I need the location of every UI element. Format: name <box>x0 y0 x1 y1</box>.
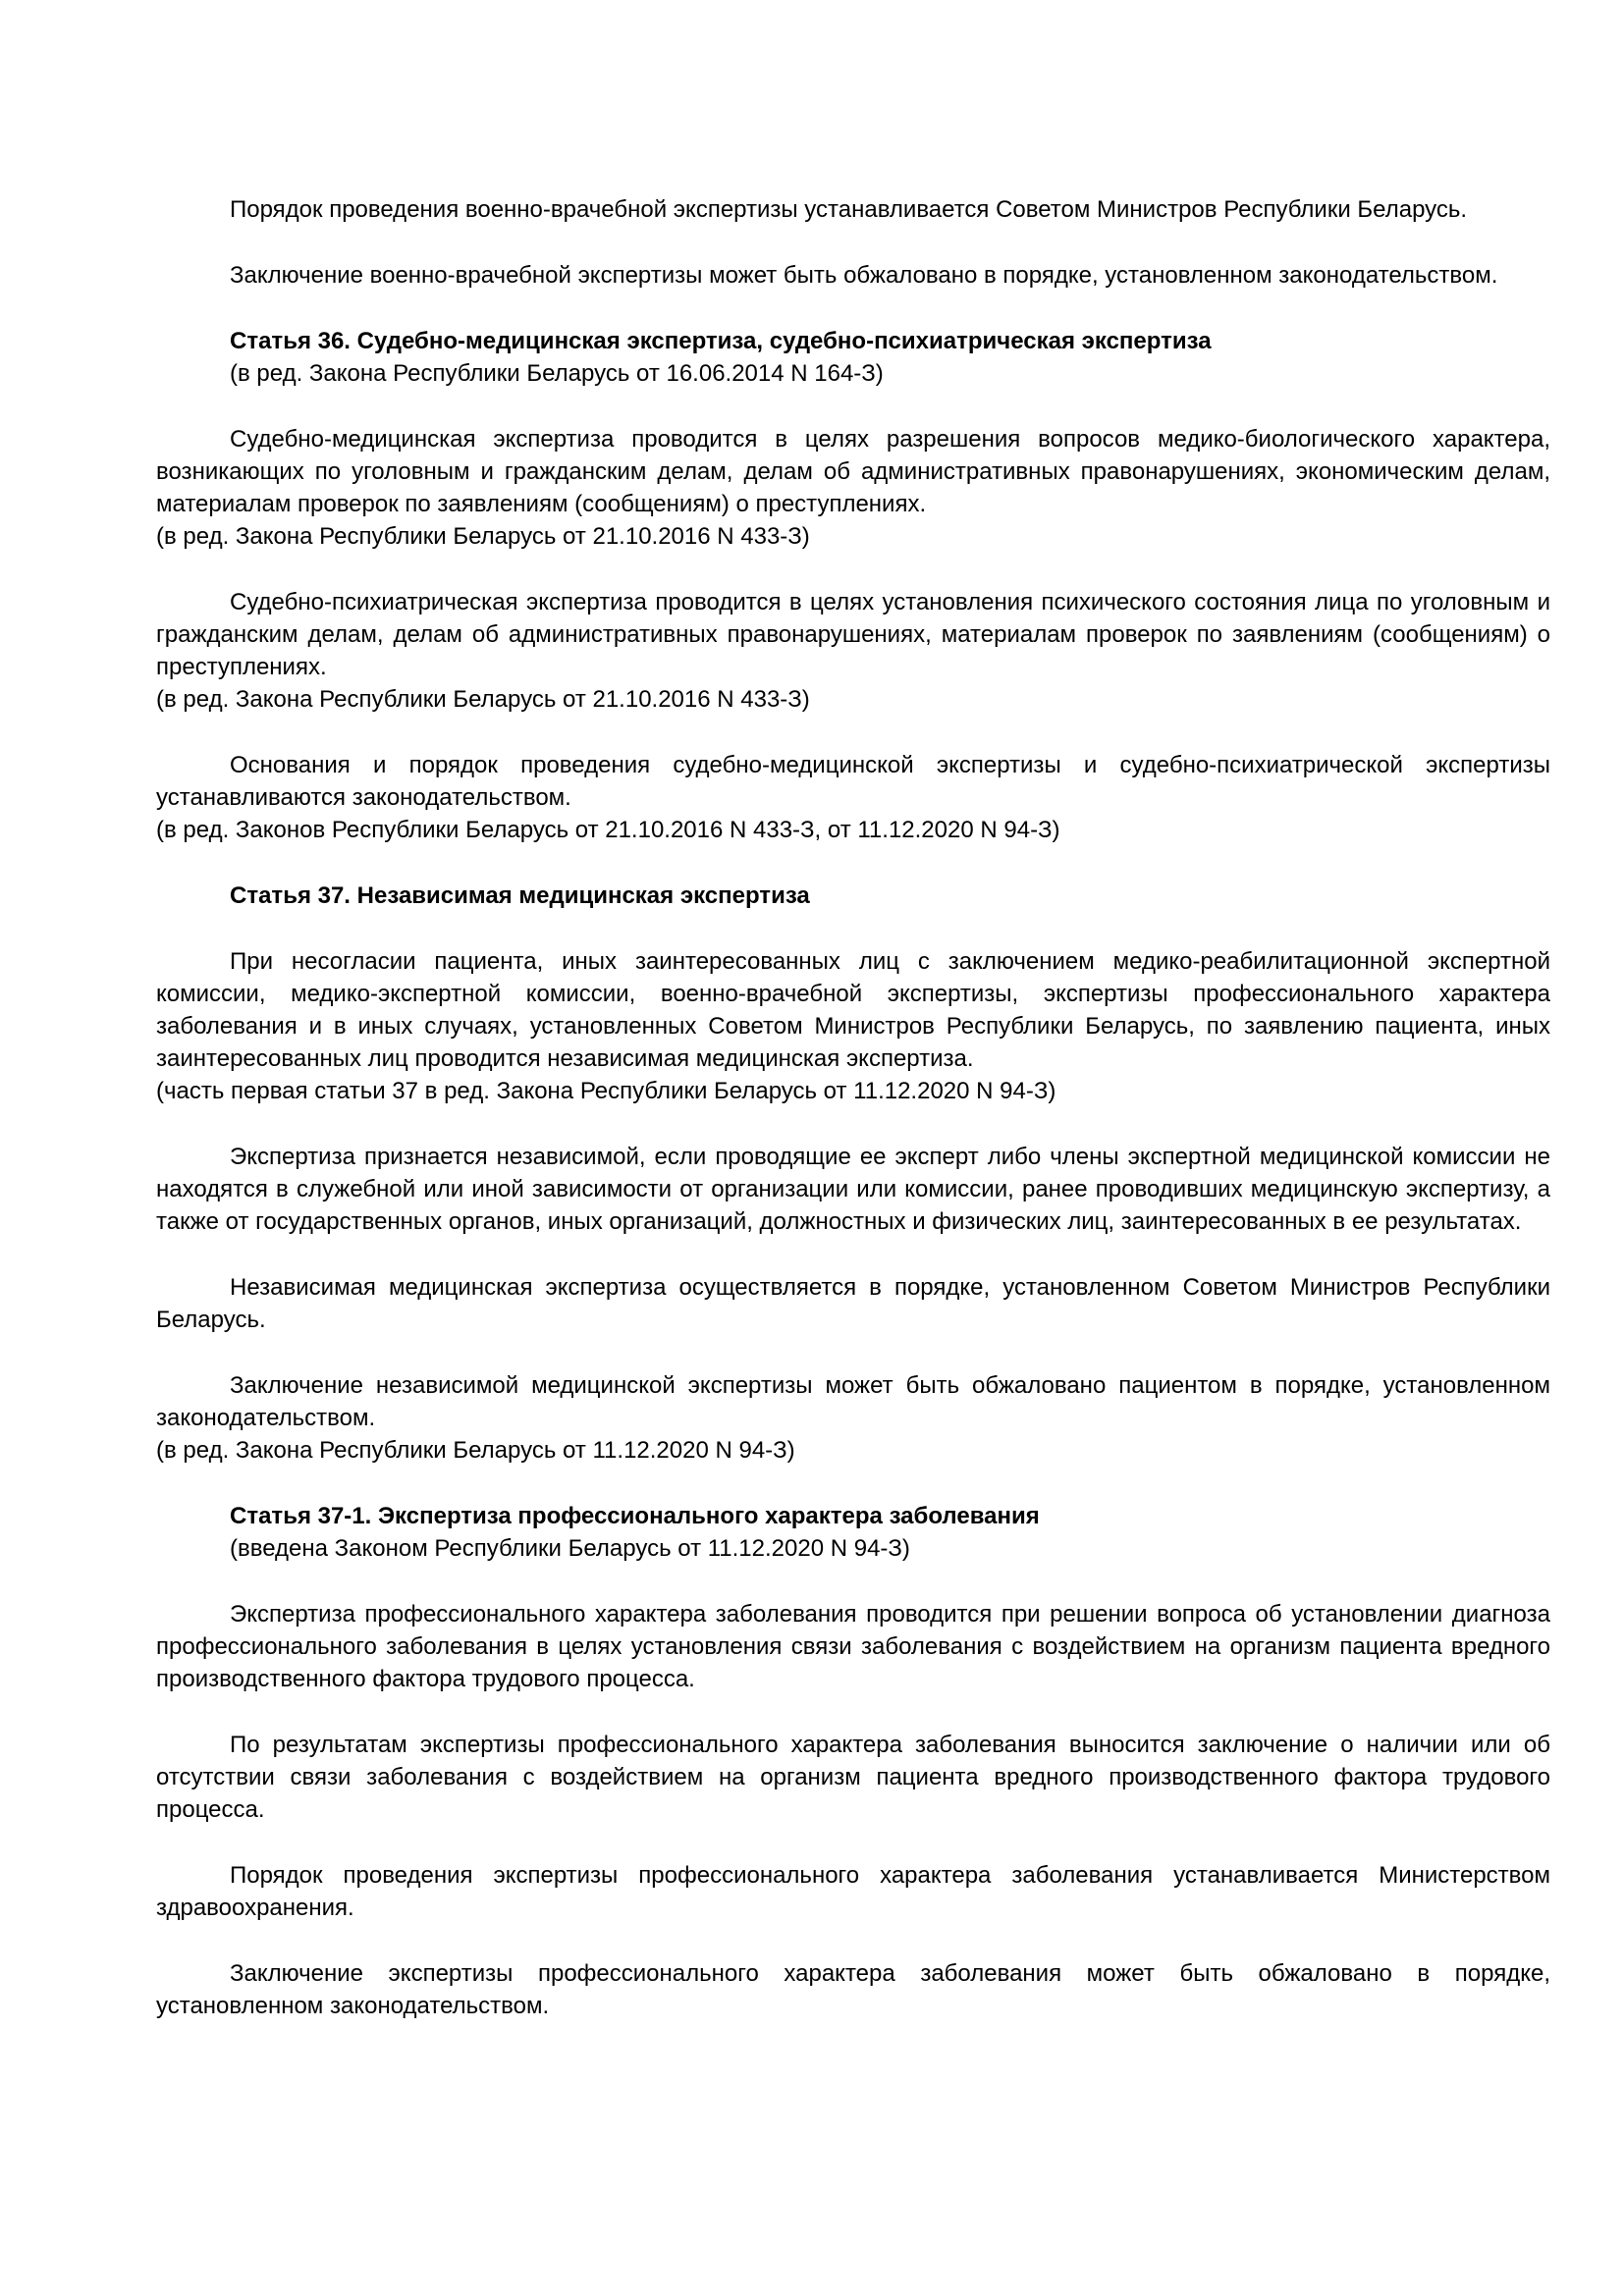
body-paragraph: Независимая медицинская экспертиза осуществляется в порядке, установленном Советом Министров Республики Беларусь. <box>156 1274 1550 1333</box>
amendment-note: (в ред. Закона Республики Беларусь от 16.06.2014 N 164-З) <box>230 360 884 387</box>
text-block <box>156 1859 1550 1924</box>
amendment-note: (в ред. Законов Республики Беларусь от 21.10.2016 N 433-З, от 11.12.2020 N 94-З) <box>156 817 1060 843</box>
body-paragraph: Порядок проведения экспертизы профессионального характера заболевания устанавливается Министерством здравоохранения. <box>156 1862 1550 1921</box>
text-block <box>156 1369 1550 1467</box>
body-paragraph: Заключение экспертизы профессионального характера заболевания может быть обжаловано в порядке, установленном законодательством. <box>156 1960 1550 2019</box>
text-block <box>156 259 1550 292</box>
text-block <box>156 193 1550 226</box>
text-block <box>156 1271 1550 1336</box>
amendment-note: (в ред. Закона Республики Беларусь от 11.12.2020 N 94-З) <box>156 1437 795 1464</box>
body-paragraph: При несогласии пациента, иных заинтересованных лиц с заключением медико-реабилитационной экспертной комиссии, медико-экспертной комиссии, военно-врачебной экспертизы, экспертизы профессионального характера заболевания и в иных случаях, установленных Советом Министров Республики Беларусь, по заявлению пациента, иных заинтересованных лиц проводится независимая медицинская экспертиза. <box>156 948 1550 1072</box>
text-block <box>156 749 1550 846</box>
body-paragraph: Экспертиза профессионального характера заболевания проводится при решении вопроса об установлении диагноза профессионального заболевания в целях установления связи заболевания с воздействием на организм пациента вредного производственного фактора трудового процесса. <box>156 1601 1550 1692</box>
article-heading: Статья 36. Судебно-медицинская экспертиза, судебно-психиатрическая экспертиза <box>230 328 1212 354</box>
document-page <box>156 193 1550 2056</box>
body-paragraph: Порядок проведения военно-врачебной экспертизы устанавливается Советом Министров Республики Беларусь. <box>230 196 1468 223</box>
body-paragraph: По результатам экспертизы профессионального характера заболевания выносится заключение о наличии или об отсутствии связи заболевания с воздействием на организм пациента вредного производственного фактора трудового процесса. <box>156 1732 1550 1823</box>
text-block <box>156 423 1550 553</box>
article-heading: Статья 37-1. Экспертиза профессионального характера заболевания <box>230 1503 1040 1529</box>
amendment-note: (в ред. Закона Республики Беларусь от 21.10.2016 N 433-З) <box>156 523 810 550</box>
amendment-note: (часть первая статьи 37 в ред. Закона Республики Беларусь от 11.12.2020 N 94-З) <box>156 1078 1056 1104</box>
body-paragraph: Заключение независимой медицинской экспертизы может быть обжаловано пациентом в порядке, установленном законодательством. <box>156 1372 1550 1431</box>
text-block <box>156 1141 1550 1238</box>
article-heading-block <box>156 1500 1550 1565</box>
text-block <box>156 1729 1550 1826</box>
amendment-note: (в ред. Закона Республики Беларусь от 21.10.2016 N 433-З) <box>156 686 810 713</box>
text-block <box>156 945 1550 1107</box>
amendment-note: (введена Законом Республики Беларусь от 11.12.2020 N 94-З) <box>230 1535 910 1562</box>
body-paragraph: Экспертиза признается независимой, если проводящие ее эксперт либо члены экспертной медицинской комиссии не находятся в служебной или иной зависимости от организации или комиссии, ранее проводивших медицинскую экспертизу, а также от государственных органов, иных организаций, должностных и физических лиц, заинтересованных в ее результатах. <box>156 1144 1550 1235</box>
text-block <box>156 1957 1550 2022</box>
body-paragraph: Заключение военно-врачебной экспертизы может быть обжаловано в порядке, установленном законодательством. <box>230 262 1498 289</box>
body-paragraph: Основания и порядок проведения судебно-медицинской экспертизы и судебно-психиатрической экспертизы устанавливаются законодательством. <box>156 752 1550 811</box>
article-heading-block <box>156 880 1550 912</box>
article-heading: Статья 37. Независимая медицинская экспертиза <box>230 882 810 909</box>
text-block <box>156 586 1550 716</box>
text-block <box>156 1598 1550 1695</box>
article-heading-block <box>156 325 1550 390</box>
body-paragraph: Судебно-медицинская экспертиза проводится в целях разрешения вопросов медико-биологического характера, возникающих по уголовным и гражданским делам, делам об административных правонарушениях, экономическим делам, материалам проверок по заявлениям (сообщениям) о преступлениях. <box>156 426 1550 517</box>
body-paragraph: Судебно-психиатрическая экспертиза проводится в целях установления психического состояния лица по уголовным и гражданским делам, делам об административных правонарушениях, материалам проверок по заявлениям (сообщениям) о преступлениях. <box>156 589 1550 680</box>
